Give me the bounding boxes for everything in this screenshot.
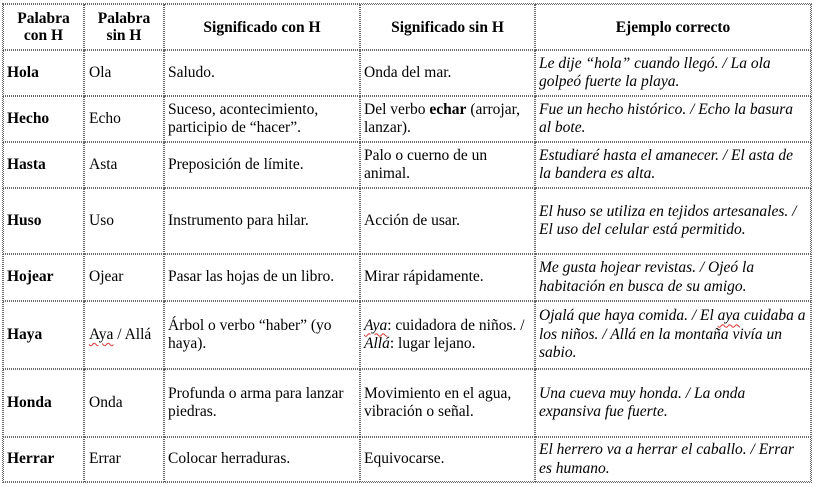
cell-ejemplo: Ojalá que haya comida. / El aya cuidaba a los niños. / Allá en la montaña vivía un sabio.	[535, 301, 811, 369]
cell-significado-sin-h: Palo o cuerno de un animal.	[360, 142, 535, 188]
cell-sin-h: Onda	[84, 369, 164, 437]
cell-significado-con-h: Colocar herraduras.	[164, 437, 360, 482]
cell-significado-sin-h: Movimiento en el agua, vibración o señal.	[360, 369, 535, 437]
cell-con-h: Huso	[3, 188, 84, 254]
header-palabra-sin-h: Palabra sin H	[84, 4, 164, 50]
cell-con-h: Hasta	[3, 142, 84, 188]
cell-con-h: Honda	[3, 369, 84, 437]
cell-con-h: Hola	[3, 50, 84, 96]
cell-ejemplo: El huso se utiliza en tejidos artesanales. / El uso del celular está permitido.	[535, 188, 811, 254]
spellcheck-word: aya	[717, 307, 741, 325]
header-ejemplo-correcto: Ejemplo correcto	[535, 4, 811, 50]
cell-sin-h: Aya / Allá	[84, 301, 164, 369]
cell-sin-h: Ola	[84, 50, 164, 96]
cell-con-h: Haya	[3, 301, 84, 369]
cell-con-h: Herrar	[3, 437, 84, 482]
cell-significado-sin-h: Mirar rápidamente.	[360, 254, 535, 301]
bold-term: echar	[429, 100, 467, 118]
table-row	[3, 142, 811, 188]
table-row	[3, 369, 811, 437]
table-row	[3, 437, 811, 482]
table-row	[3, 50, 811, 96]
header-significado-sin-h: Significado sin H	[360, 4, 535, 50]
cell-significado-con-h: Suceso, acontecimiento, participio de “hacer”.	[164, 96, 360, 142]
cell-sin-h: Ojear	[84, 254, 164, 301]
table-row	[3, 301, 811, 369]
cell-significado-con-h: Instrumento para hilar.	[164, 188, 360, 254]
cell-sin-h: Uso	[84, 188, 164, 254]
table-row	[3, 188, 811, 254]
cell-sin-h: Echo	[84, 96, 164, 142]
cell-significado-sin-h: Onda del mar.	[360, 50, 535, 96]
cell-significado-con-h: Pasar las hojas de un libro.	[164, 254, 360, 301]
cell-significado-con-h: Profunda o arma para lanzar piedras.	[164, 369, 360, 437]
cell-sin-h: Asta	[84, 142, 164, 188]
cell-significado-sin-h: Acción de usar.	[360, 188, 535, 254]
header-palabra-con-h: Palabra con H	[3, 4, 84, 50]
header-significado-con-h: Significado con H	[164, 4, 360, 50]
italic-term: Aya	[364, 316, 388, 334]
cell-significado-con-h: Árbol o verbo “haber” (yo haya).	[164, 301, 360, 369]
cell-significado-con-h: Saludo.	[164, 50, 360, 96]
cell-significado-sin-h: Aya: cuidadora de niños. / Allá: lugar lejano.	[360, 301, 535, 369]
cell-ejemplo: Fue un hecho histórico. / Echo la basura al bote.	[535, 96, 811, 142]
table-row	[3, 254, 811, 301]
table-row	[3, 96, 811, 142]
cell-con-h: Hecho	[3, 96, 84, 142]
cell-sin-h: Errar	[84, 437, 164, 482]
cell-ejemplo: Una cueva muy honda. / La onda expansiva fue fuerte.	[535, 369, 811, 437]
cell-ejemplo: Le dije “hola” cuando llegó. / La ola golpeó fuerte la playa.	[535, 50, 811, 96]
cell-ejemplo: Estudiaré hasta el amanecer. / El asta de la bandera es alta.	[535, 142, 811, 188]
cell-significado-sin-h: Del verbo echar (arrojar, lanzar).	[360, 96, 535, 142]
spellcheck-word: Aya	[89, 325, 114, 343]
cell-ejemplo: El herrero va a herrar el caballo. / Errar es humano.	[535, 437, 811, 482]
italic-term: Allá	[364, 335, 390, 352]
cell-significado-con-h: Preposición de límite.	[164, 142, 360, 188]
cell-ejemplo: Me gusta hojear revistas. / Ojeó la habitación en busca de su amigo.	[535, 254, 811, 301]
homophones-table	[2, 3, 812, 483]
cell-con-h: Hojear	[3, 254, 84, 301]
cell-significado-sin-h: Equivocarse.	[360, 437, 535, 482]
header-row	[3, 4, 811, 50]
